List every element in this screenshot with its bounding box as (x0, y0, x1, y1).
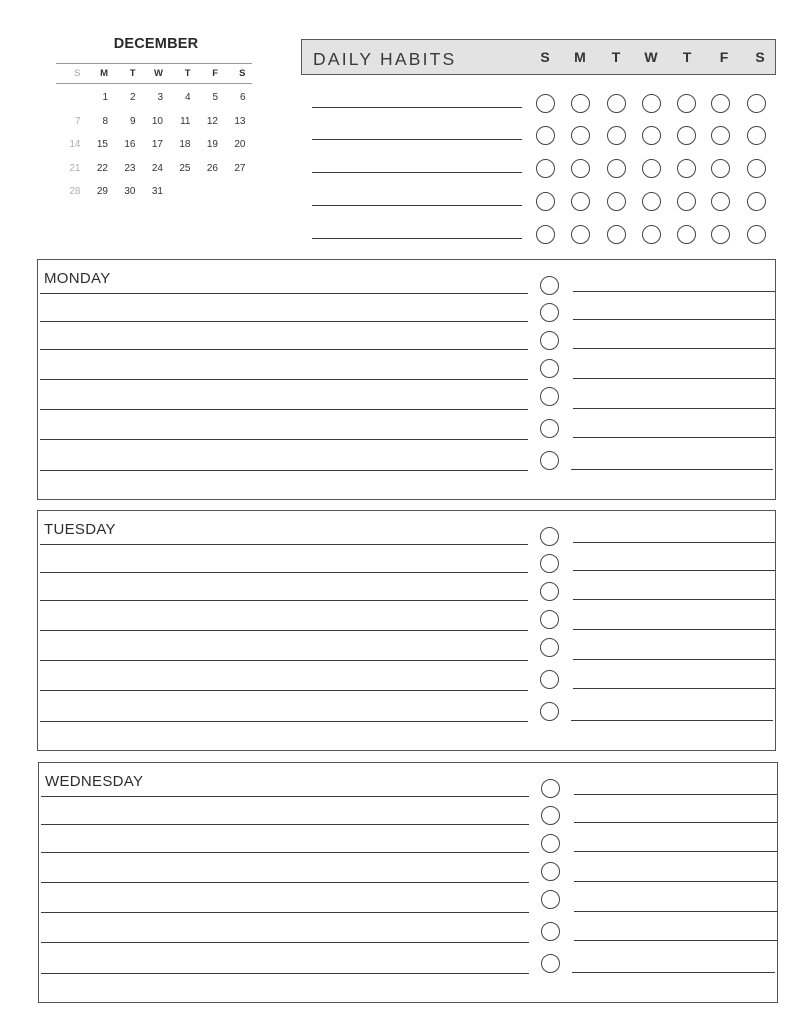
calendar-day: 29 (96, 186, 108, 198)
calendar-day (194, 180, 222, 204)
habit-checkbox-wed-icon[interactable] (642, 159, 661, 178)
habit-checkbox-sun-icon[interactable] (536, 159, 555, 178)
todo-checkbox-icon[interactable] (541, 954, 560, 973)
note-line[interactable] (40, 630, 528, 631)
todo-checkbox-icon[interactable] (541, 806, 560, 825)
habit-checkbox-mon-icon[interactable] (571, 192, 590, 211)
todo-checkbox-icon[interactable] (540, 638, 559, 657)
todo-checkbox-icon[interactable] (541, 834, 560, 853)
note-line[interactable] (40, 572, 528, 573)
habit-checkbox-tue-icon[interactable] (607, 126, 626, 145)
weekday-tue: T (129, 68, 136, 79)
todo-checkbox-icon[interactable] (540, 276, 559, 295)
todo-checkbox-icon[interactable] (540, 331, 559, 350)
day-label: MONDAY (44, 270, 111, 287)
calendar-day: 25 (179, 162, 191, 174)
habit-checkbox-sat-icon[interactable] (747, 192, 766, 211)
daily-habits-header (301, 39, 776, 75)
habit-day-mon: M (574, 49, 586, 65)
calendar-day: 11 (180, 115, 191, 127)
calendar-day: 16 (124, 139, 136, 151)
note-line[interactable] (40, 349, 528, 350)
todo-item-line[interactable] (573, 319, 775, 320)
calendar-day: 19 (206, 139, 218, 151)
calendar-day: 12 (206, 115, 218, 127)
calendar-day: 22 (96, 162, 108, 174)
todo-item-line[interactable] (573, 659, 775, 660)
habit-checkbox-sun-icon[interactable] (536, 126, 555, 145)
habit-day-wed: W (644, 49, 658, 65)
day-label: WEDNESDAY (45, 773, 144, 790)
habit-name-field[interactable] (312, 205, 522, 206)
calendar-day: 10 (151, 115, 163, 127)
habit-name-field[interactable] (312, 172, 522, 173)
todo-checkbox-icon[interactable] (540, 554, 559, 573)
calendar-day: 28 (69, 186, 81, 198)
todo-item-line[interactable] (571, 720, 773, 721)
weekday-sun: S (74, 68, 81, 79)
calendar-days-grid (56, 86, 252, 204)
calendar-day: 30 (124, 186, 136, 198)
note-line[interactable] (40, 379, 528, 380)
calendar-day: 24 (151, 162, 163, 174)
habit-checkbox-sun-icon[interactable] (536, 225, 555, 244)
note-line[interactable] (41, 796, 529, 797)
note-line[interactable] (40, 321, 528, 322)
weekday-sat: S (239, 68, 246, 79)
note-line[interactable] (41, 852, 529, 853)
habit-checkbox-mon-icon[interactable] (571, 94, 590, 113)
todo-item-line[interactable] (573, 437, 775, 438)
habit-checkbox-fri-icon[interactable] (711, 159, 730, 178)
calendar-day: 13 (234, 115, 246, 127)
calendar-day (56, 86, 84, 110)
habit-day-thu: T (682, 49, 692, 65)
calendar-day: 27 (234, 162, 246, 174)
habit-checkbox-thu-icon[interactable] (677, 225, 696, 244)
note-line[interactable] (40, 600, 528, 601)
calendar-month-title: DECEMBER (113, 36, 199, 52)
note-line[interactable] (40, 439, 528, 440)
habit-checkbox-sat-icon[interactable] (747, 225, 766, 244)
note-line[interactable] (41, 942, 529, 943)
habit-checkbox-fri-icon[interactable] (711, 94, 730, 113)
habit-checkbox-fri-icon[interactable] (711, 225, 730, 244)
todo-item-line[interactable] (574, 911, 777, 912)
todo-item-line[interactable] (572, 972, 775, 973)
habit-checkbox-sat-icon[interactable] (747, 94, 766, 113)
day-section-monday (37, 259, 776, 500)
habit-checkbox-thu-icon[interactable] (677, 192, 696, 211)
todo-checkbox-icon[interactable] (541, 779, 560, 798)
calendar-day: 17 (151, 139, 163, 151)
habit-checkbox-thu-icon[interactable] (677, 126, 696, 145)
habit-checkbox-wed-icon[interactable] (642, 94, 661, 113)
note-line[interactable] (40, 721, 528, 722)
calendar-day: 18 (179, 139, 191, 151)
habit-checkbox-wed-icon[interactable] (642, 126, 661, 145)
todo-item-line[interactable] (573, 599, 775, 600)
note-line[interactable] (40, 544, 528, 545)
calendar-day: 21 (69, 162, 81, 174)
note-line[interactable] (41, 973, 529, 974)
calendar-day: 7 (74, 115, 81, 127)
weekday-wed: W (154, 68, 163, 79)
habit-day-fri: F (719, 49, 729, 65)
todo-item-line[interactable] (574, 822, 777, 823)
habit-checkbox-sun-icon[interactable] (536, 94, 555, 113)
todo-item-line[interactable] (573, 570, 775, 571)
todo-checkbox-icon[interactable] (541, 922, 560, 941)
habit-checkbox-thu-icon[interactable] (677, 159, 696, 178)
habit-checkbox-sun-icon[interactable] (536, 192, 555, 211)
calendar-day: 4 (184, 92, 191, 103)
todo-item-line[interactable] (573, 629, 775, 630)
todo-item-line[interactable] (574, 940, 777, 941)
habit-checkbox-thu-icon[interactable] (677, 94, 696, 113)
todo-item-line[interactable] (573, 378, 775, 379)
todo-item-line[interactable] (574, 851, 777, 852)
calendar-day: 23 (124, 162, 136, 174)
calendar-day: 15 (96, 139, 108, 151)
habit-checkbox-fri-icon[interactable] (711, 192, 730, 211)
mini-calendar (56, 36, 252, 204)
note-line[interactable] (41, 912, 529, 913)
calendar-day: 5 (212, 92, 218, 103)
todo-checkbox-icon[interactable] (540, 419, 559, 438)
habit-day-sun: S (540, 49, 550, 65)
note-line[interactable] (41, 824, 529, 825)
calendar-day (221, 180, 249, 204)
habit-checkbox-wed-icon[interactable] (642, 192, 661, 211)
todo-checkbox-icon[interactable] (540, 303, 559, 322)
calendar-day: 26 (206, 162, 218, 174)
todo-item-line[interactable] (573, 291, 775, 292)
habit-checkbox-tue-icon[interactable] (607, 225, 626, 244)
habit-checkbox-mon-icon[interactable] (571, 225, 590, 244)
calendar-day (166, 180, 194, 204)
calendar-day: 20 (234, 139, 246, 151)
day-label: TUESDAY (44, 521, 116, 538)
todo-checkbox-icon[interactable] (541, 890, 560, 909)
todo-item-line[interactable] (573, 408, 775, 409)
todo-checkbox-icon[interactable] (540, 359, 559, 378)
habit-checkbox-fri-icon[interactable] (711, 126, 730, 145)
note-line[interactable] (40, 660, 528, 661)
day-section-wednesday (38, 762, 778, 1003)
habit-checkbox-wed-icon[interactable] (642, 225, 661, 244)
habit-checkbox-tue-icon[interactable] (607, 192, 626, 211)
note-line[interactable] (40, 690, 528, 691)
weekday-mon: M (100, 68, 108, 79)
todo-item-line[interactable] (573, 688, 775, 689)
todo-item-line[interactable] (571, 469, 773, 470)
habit-name-field[interactable] (312, 107, 522, 108)
habit-name-field[interactable] (312, 139, 522, 140)
calendar-day: 2 (129, 92, 136, 103)
calendar-weekday-header (56, 63, 252, 84)
day-section-tuesday (37, 510, 776, 751)
calendar-day: 6 (239, 92, 246, 103)
note-line[interactable] (41, 882, 529, 883)
habit-day-sat: S (755, 49, 765, 65)
todo-item-line[interactable] (573, 542, 775, 543)
note-line[interactable] (40, 470, 528, 471)
todo-item-line[interactable] (574, 881, 777, 882)
calendar-day: 14 (69, 139, 81, 151)
note-line[interactable] (40, 293, 528, 294)
habit-checkbox-mon-icon[interactable] (571, 126, 590, 145)
todo-checkbox-icon[interactable] (540, 610, 559, 629)
calendar-day: 3 (157, 92, 163, 103)
todo-item-line[interactable] (574, 794, 777, 795)
weekday-thu: T (184, 68, 191, 79)
daily-habits-title: DAILY HABITS (313, 49, 457, 69)
habit-checkbox-mon-icon[interactable] (571, 159, 590, 178)
habit-day-tue: T (611, 49, 621, 65)
todo-checkbox-icon[interactable] (540, 702, 559, 721)
habit-checkbox-sat-icon[interactable] (747, 159, 766, 178)
calendar-day: 8 (102, 115, 108, 127)
calendar-day: 9 (129, 115, 136, 127)
todo-checkbox-icon[interactable] (540, 451, 559, 470)
todo-checkbox-icon[interactable] (540, 582, 559, 601)
todo-checkbox-icon[interactable] (540, 527, 559, 546)
habit-checkbox-tue-icon[interactable] (607, 159, 626, 178)
calendar-day: 31 (151, 186, 163, 198)
note-line[interactable] (40, 409, 528, 410)
habit-name-field[interactable] (312, 238, 522, 239)
habit-checkbox-sat-icon[interactable] (747, 126, 766, 145)
habit-checkbox-tue-icon[interactable] (607, 94, 626, 113)
weekday-fri: F (212, 68, 218, 79)
todo-checkbox-icon[interactable] (540, 670, 559, 689)
todo-checkbox-icon[interactable] (540, 387, 559, 406)
todo-checkbox-icon[interactable] (541, 862, 560, 881)
calendar-day: 1 (102, 92, 108, 103)
todo-item-line[interactable] (573, 348, 775, 349)
